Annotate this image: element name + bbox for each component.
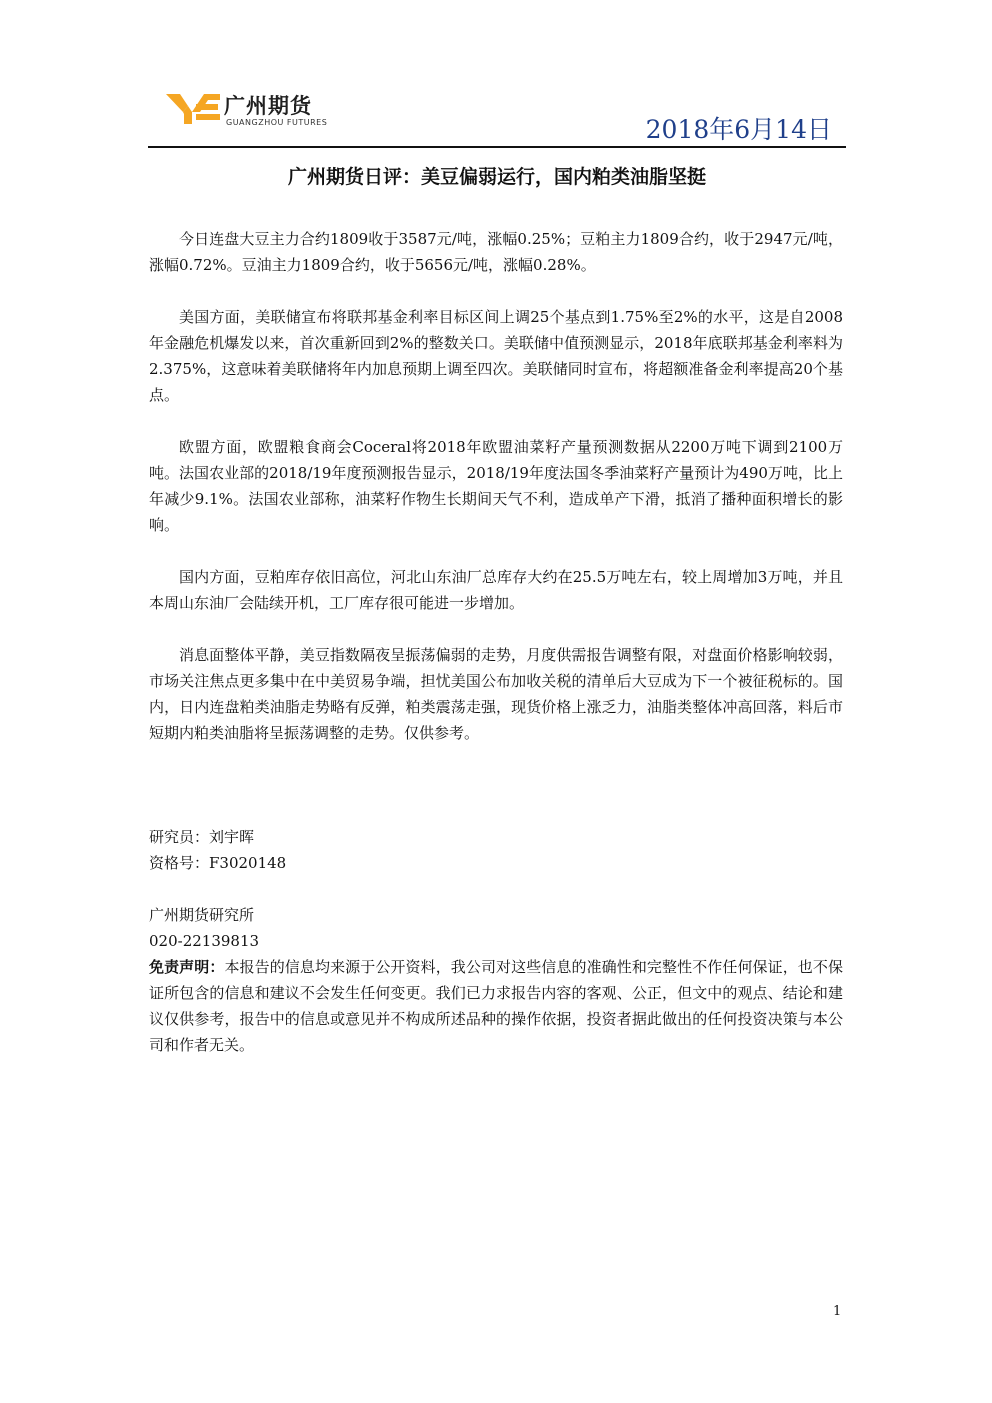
- page-header: [148, 78, 846, 148]
- paragraph-summary: 消息面整体平静，美豆指数隔夜呈振荡偏弱的走势，月度供需报告调整有限，对盘面价格影响较弱，市场关注焦点更多集中在中美贸易争端，担忧美国公布加收关税的清单后大豆成为下一个被征税标的。国内，日内连盘粕类油脂走势略有反弹，粕类震荡走强，现货价格上涨乏力，油脂类整体冲高回落，料后市短期内粕类油脂将呈振荡调整的走势。仅供参考。: [149, 646, 843, 742]
- disclaimer-label: 免责声明：: [149, 958, 225, 976]
- page-number: 1: [833, 1304, 842, 1319]
- logo-english-text: GUANGZHOU FUTURES: [226, 118, 328, 127]
- researcher-name: 研究员：刘宇晖: [149, 828, 255, 846]
- paragraph-market-close: 今日连盘大豆主力合约1809收于3587元/吨，涨幅0.25%；豆粕主力1809合约，收于2947元/吨，涨幅0.72%。豆油主力1809合约，收于5656元/吨，涨幅0.28%。: [149, 230, 843, 274]
- license-number: 资格号：F3020148: [149, 854, 287, 872]
- institute-name: 广州期货研究所: [149, 906, 255, 924]
- report-title: 广州期货日评：美豆偏弱运行，国内粕类油脂坚挺: [287, 166, 706, 188]
- disclaimer: [149, 954, 843, 1058]
- report-body: [149, 226, 843, 772]
- institute-info: [149, 902, 843, 1058]
- paragraph-eu: 欧盟方面，欧盟粮食商会Coceral将2018年欧盟油菜籽产量预测数据从2200万吨下调到2100万吨。法国农业部的2018/19年度预测报告显示，2018/19年度法国冬季油菜籽产量预计为490万吨，比上年减少9.1%。法国农业部称，油菜籽作物生长期间天气不利，造成单产下滑，抵消了播种面积增长的影响。: [149, 438, 843, 534]
- logo-chinese-text: 广州期货: [224, 94, 312, 118]
- report-date: 2018年6月14日: [645, 115, 832, 144]
- paragraph-domestic: 国内方面，豆粕库存依旧高位，河北山东油厂总库存大约在25.5万吨左右，较上周增加3万吨，并且本周山东油厂会陆续开机，工厂库存很可能进一步增加。: [149, 568, 843, 612]
- company-logo: [166, 88, 346, 134]
- logo-mark-icon: [166, 92, 220, 126]
- phone-number: 020-22139813: [149, 932, 260, 950]
- disclaimer-text: 本报告的信息均来源于公开资料，我公司对这些信息的准确性和完整性不作任何保证，也不保证所包含的信息和建议不会发生任何变更。我们已力求报告内容的客观、公正，但文中的观点、结论和建议仅供参考，报告中的信息或意见并不构成所述品种的操作依据，投资者据此做出的任何投资决策与本公司和作者无关。: [149, 958, 843, 1054]
- researcher-info: [149, 824, 843, 876]
- header-divider: [148, 146, 846, 148]
- paragraph-us: 美国方面，美联储宣布将联邦基金利率目标区间上调25个基点到1.75%至2%的水平，这是自2008年金融危机爆发以来，首次重新回到2%的整数关口。美联储中值预测显示，2018年底联邦基金利率料为2.375%，这意味着美联储将年内加息预期上调至四次。美联储同时宣布，将超额准备金利率提高20个基点。: [149, 308, 843, 404]
